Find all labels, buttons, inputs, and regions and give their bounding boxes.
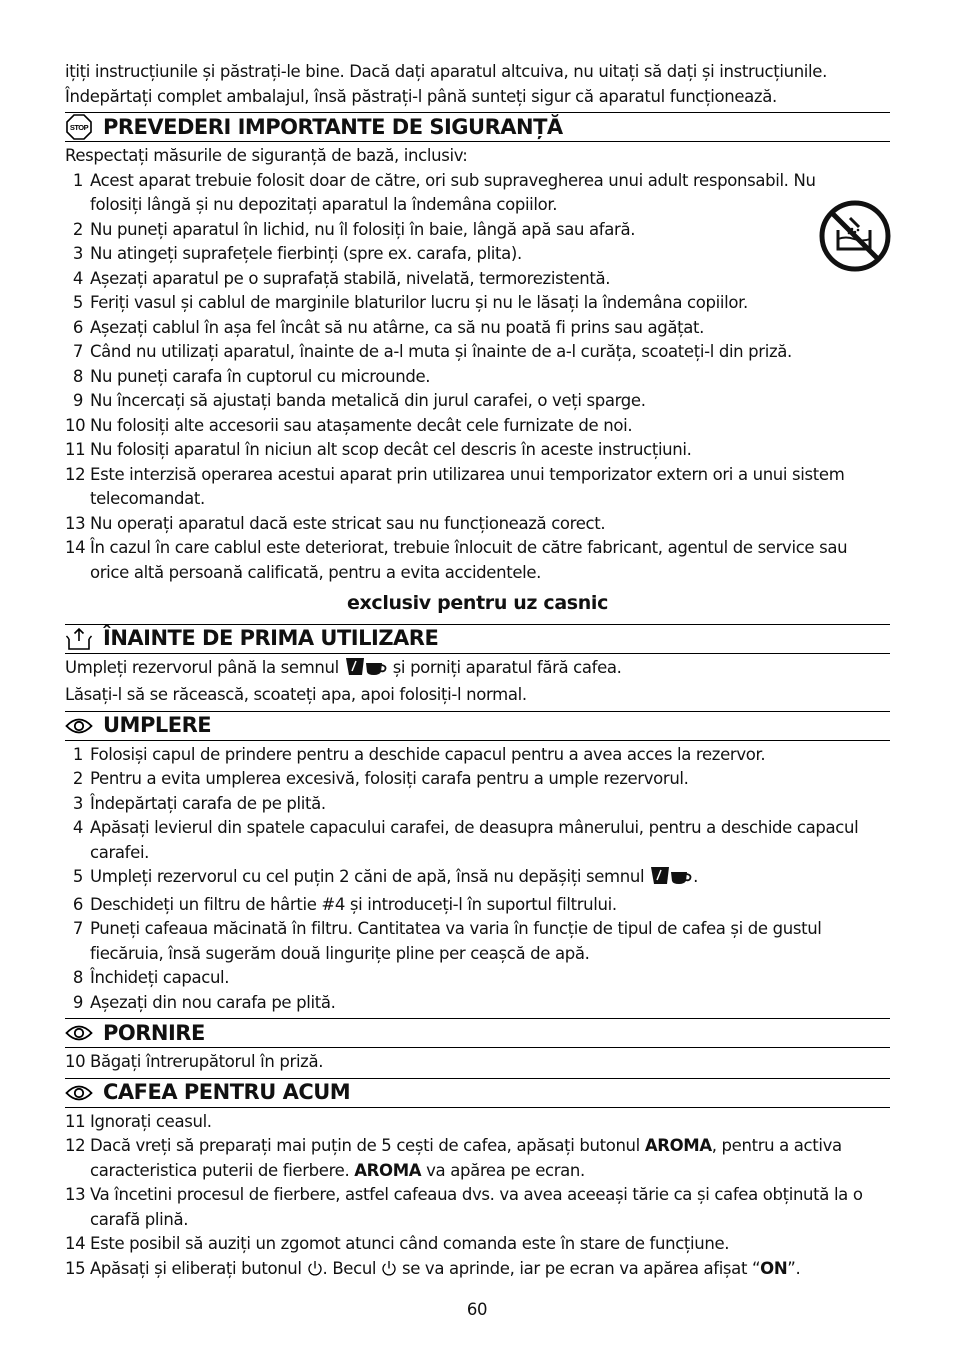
- filling-heading: [65, 711, 890, 741]
- list-item: 10 Băgați întrerupătorul în priză.: [65, 1052, 324, 1071]
- list-item: 13 Va încetini procesul de fierbere, astfel cafeaua dvs. va avea aceeași tărie ca și cafea obținută la o carafă plină.: [65, 1185, 863, 1229]
- list-item: 6 Deschideți un filtru de hârtie #4 și introduceți-l în suportul filtrului.: [72, 894, 617, 914]
- list-item: 15 Apăsați și eliberați butonul . Becul se va aprinde, iar pe ecran va apărea afișat “ON”.: [65, 1257, 890, 1285]
- list-item: 1 Folosiși capul de prindere pentru a deschide capacul pentru a avea acces la rezervor.: [72, 744, 766, 764]
- start-heading: [65, 1018, 890, 1048]
- power-icon: [307, 1260, 323, 1285]
- start-list: [65, 1050, 890, 1075]
- list-item: 2 Nu puneți aparatul în lichid, nu îl folosiți în baie, lângă apă sau afară.: [72, 219, 636, 239]
- start-title: PORNIRE: [103, 1020, 205, 1045]
- list-item: 1 Acest aparat trebuie folosit doar de către, ori sub supravegherea unui adult responsabil. Nu folosiți lângă și nu depozitați aparatul la îndemâna copiilor.: [72, 170, 816, 214]
- cups-mark-icon: [344, 657, 388, 684]
- eye-icon: [65, 1021, 93, 1045]
- list-item: 14 Este posibil să auziți un zgomot atunci când comanda este în stare de funcțiune.: [65, 1234, 730, 1253]
- aroma-button-label: AROMA: [644, 1136, 712, 1155]
- page-number: 60: [466, 1300, 488, 1319]
- list-item: 12 Dacă vreți să preparați mai puțin de 5 cești de cafea, apăsați butonul AROMA, pentru a activa caracteristica puterii de fierbere. AROMA va apărea pe ecran.: [65, 1136, 842, 1180]
- list-item: 8 Închideți capacul.: [72, 968, 230, 987]
- intro-line-2: Îndepărtați complet ambalajul, însă păstrați-l până sunteți sigur că aparatul funcționează.: [65, 86, 777, 106]
- filling-list: [65, 743, 890, 1016]
- list-item: 2 Pentru a evita umplerea excesivă, folosiți carafa pentru a umple rezervorul.: [72, 769, 689, 788]
- list-item: 14 În cazul în care cablul este deteriorat, trebuie înlocuit de către fabricant, agentul de service sau orice altă persoană calificată, pentru a evita accidentele.: [65, 538, 848, 582]
- coffee-now-heading: [65, 1078, 890, 1108]
- safety-title: PREVEDERI IMPORTANTE DE SIGURANȚĂ: [103, 114, 563, 139]
- first-use-line-2: Lăsați-l să se răcească, scoateți apa, apoi folosiți-l normal.: [65, 685, 527, 704]
- safety-list: [65, 169, 890, 586]
- list-item: 4 Apăsați levierul din spatele capacului carafei, de deasupra mânerului, pentru a deschide capacul carafei.: [72, 818, 859, 862]
- list-item: 12 Este interzisă operarea acestui aparat prin utilizarea unui temporizator extern ori a unui sistem telecomandat.: [65, 464, 845, 508]
- list-item: 9 Așezați din nou carafa pe plită.: [72, 992, 336, 1012]
- cups-mark-icon: [649, 866, 693, 893]
- list-item: 13 Nu operați aparatul dacă este stricat sau nu funcționează corect.: [65, 513, 606, 533]
- list-item: 10 Nu folosiți alte accesorii sau atașamente decât cele furnizate de noi.: [65, 415, 633, 435]
- manual-page: [65, 60, 890, 1284]
- first-use-heading: [65, 624, 890, 654]
- unpack-box-icon: [65, 627, 93, 651]
- list-item: 3 Nu atingeți suprafețele fierbinți (spre ex. carafa, plita).: [72, 244, 522, 263]
- list-item: 6 Așezați cablul în așa fel încât să nu atârne, ca să nu poată fi prins sau agățat.: [72, 317, 704, 337]
- list-item: 4 Așezați aparatul pe o suprafață stabilă, nivelată, termorezistentă.: [72, 268, 611, 288]
- aroma-display-label: AROMA: [354, 1160, 422, 1180]
- list-item: 11 Nu folosiți aparatul în niciun alt scop decât cel descris în aceste instrucțiuni.: [65, 440, 692, 459]
- first-use-line-1: Umpleți rezervorul până la semnul și porniți aparatul fără cafea.: [65, 656, 890, 684]
- coffee-now-title: CAFEA PENTRU ACUM: [103, 1080, 351, 1105]
- list-item: 5 Umpleți rezervorul cu cel puțin 2 căni de apă, însă nu depășiți semnul .: [65, 865, 890, 893]
- intro-line-1: ițiți instrucțiunile și păstrați-le bine. Dacă dați aparatul altcuiva, nu uitați să dați și instrucțiunile.: [65, 62, 827, 81]
- power-icon: [381, 1260, 397, 1285]
- list-item: 7 Când nu utilizați aparatul, înainte de a-l muta și înainte de a-l curăța, scoateți-l din priză.: [72, 342, 792, 361]
- on-display-text: ON: [760, 1258, 788, 1278]
- coffee-now-list: [65, 1110, 890, 1285]
- stop-sign-icon: [65, 115, 93, 139]
- no-water-immersion-icon: [818, 199, 892, 281]
- eye-icon: [65, 714, 93, 738]
- list-item: 8 Nu puneți carafa în cuptorul cu microunde.: [72, 366, 431, 386]
- safety-heading: [65, 112, 890, 142]
- first-use-title: ÎNAINTE DE PRIMA UTILIZARE: [103, 626, 439, 651]
- safety-lead: Respectați măsurile de siguranță de bază, inclusiv:: [65, 146, 468, 165]
- eye-icon: [65, 1081, 93, 1105]
- stop-sign-text: STOP: [69, 123, 89, 133]
- list-item: 11 Ignorați ceasul.: [65, 1111, 212, 1131]
- filling-title: UMPLERE: [103, 713, 212, 738]
- list-item: 5 Feriți vasul și cablul de marginile blaturilor lucru și nu le lăsați la îndemâna copiilor.: [72, 293, 748, 312]
- list-item: 7 Puneți cafeaua măcinată în filtru. Cantitatea va varia în funcție de tipul de cafea și de gustul fiecăruia, însă sugerăm două lingurițe pline per ceașcă de apă.: [72, 919, 822, 963]
- list-item: 9 Nu încercați să ajustați banda metalică din jurul carafei, o veți sparge.: [72, 391, 646, 410]
- list-item: 3 Îndepărtați carafa de pe plită.: [72, 793, 326, 813]
- domestic-use-note: exclusiv pentru uz casnic: [346, 592, 609, 614]
